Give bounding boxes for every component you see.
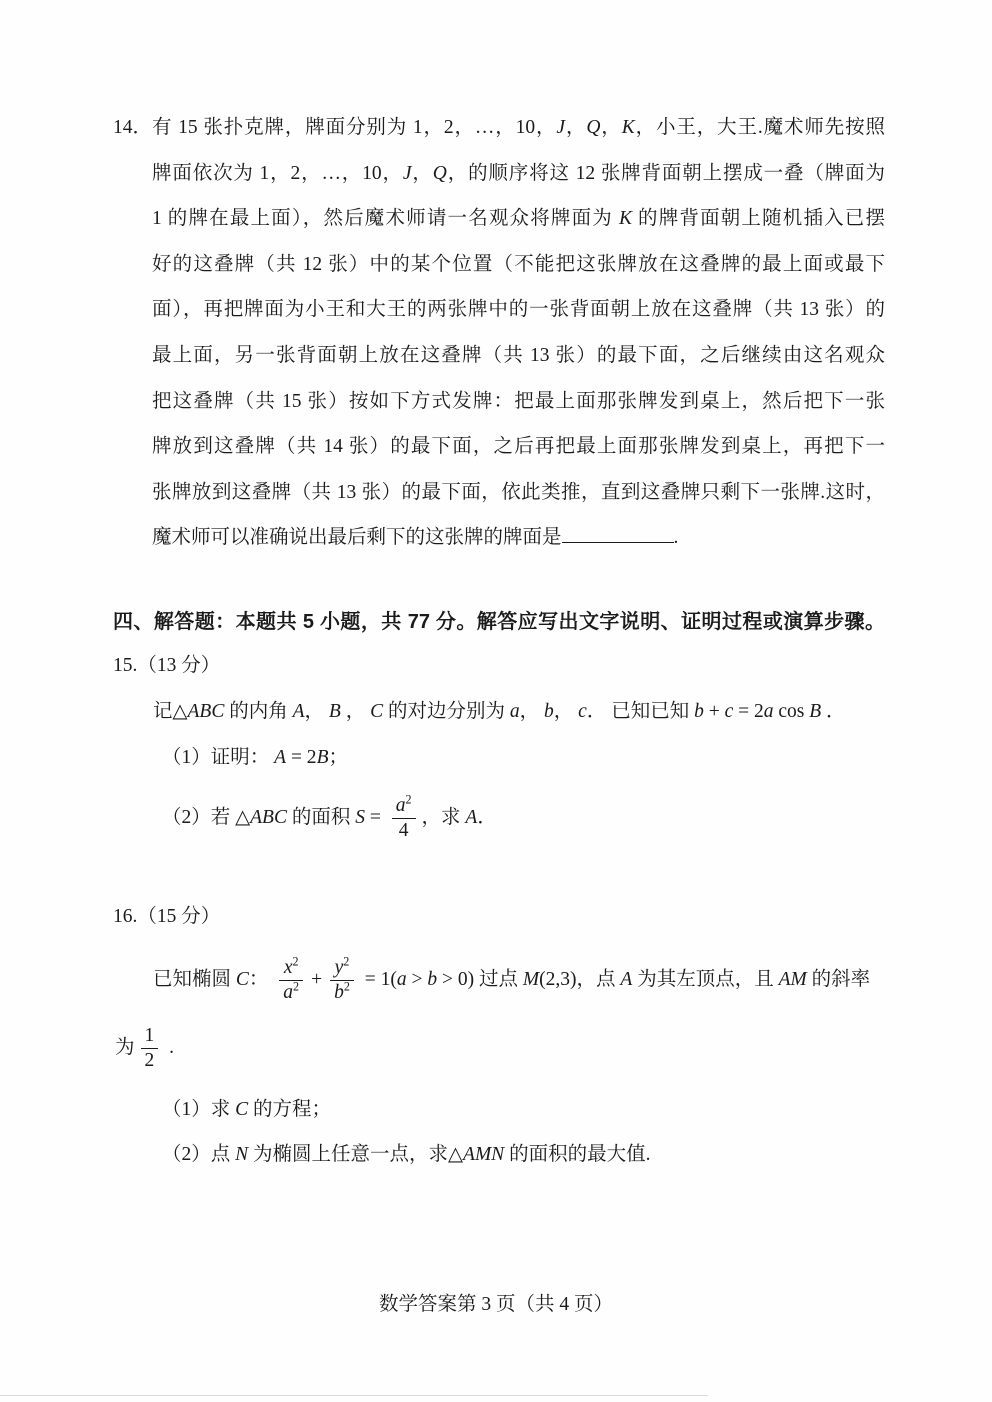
text-segment: K	[618, 208, 632, 230]
text-segment: （2）若 △	[162, 807, 251, 828]
question-16-part-1	[162, 1087, 943, 1132]
slope-suffix	[164, 1037, 174, 1058]
page-footer: 数学答案第 3 页（共 4 页）	[378, 1294, 613, 1315]
text-segment: 牌面依次为 1，2，…，10，	[152, 162, 403, 184]
fraction-denominator	[330, 981, 354, 1004]
text-segment: c	[724, 701, 734, 722]
text-segment: a	[763, 701, 774, 722]
text-segment: 的斜率	[806, 969, 871, 990]
fraction-numerator	[330, 954, 354, 981]
text-segment: >	[406, 969, 428, 990]
text-segment: A	[274, 747, 287, 768]
text-segment: 的内角	[224, 701, 293, 722]
text-segment: C	[370, 701, 384, 722]
text-segment: 最上面，另一张背面朝上放在这叠牌（共 13 张）的最下面，之后继续由这名观众	[152, 344, 885, 366]
text-segment: 牌放到这叠牌（共 14 张）的最下面，之后再把最上面那张牌发到桌上，再把下一	[152, 436, 885, 458]
math-exponent: 2	[293, 979, 300, 994]
text-segment: = 1(	[359, 969, 397, 990]
question-16-intro-suffix	[360, 969, 870, 990]
text-segment: （1）证明：	[162, 747, 275, 768]
question-15-part-2	[162, 786, 943, 850]
text-segment: ；	[328, 747, 348, 768]
fraction-denominator: 4	[398, 820, 409, 842]
question-15-part-1	[162, 735, 943, 780]
text-segment: C	[235, 969, 249, 990]
fraction-denominator	[279, 981, 303, 1004]
text-segment: =	[364, 807, 386, 828]
question-14-line	[152, 151, 885, 197]
fraction-denominator: 2	[144, 1050, 155, 1072]
text-segment: ．	[477, 807, 497, 828]
math-exponent: 2	[405, 792, 412, 807]
text-segment: +	[703, 701, 725, 722]
text-segment: J	[556, 117, 566, 138]
text-segment: 的牌背面朝上随机插入已摆	[632, 208, 885, 230]
text-segment: cos	[773, 701, 810, 722]
text-segment: 记△	[153, 701, 188, 722]
text-segment: a	[509, 701, 520, 722]
question-14-line	[152, 333, 885, 379]
question-14-line	[152, 287, 885, 333]
text-segment: 已知椭圆	[153, 969, 236, 990]
text-segment: b	[544, 701, 554, 722]
question-16-part-2	[162, 1132, 943, 1177]
fraction-numerator: 1	[141, 1025, 159, 1049]
text-segment: ABC	[187, 701, 225, 722]
text-segment: A	[620, 969, 633, 990]
math-var: a	[395, 794, 406, 816]
text-segment: ：	[248, 969, 274, 990]
text-segment: 魔术师可以准确说出最后剩下的这张牌的牌面是	[152, 527, 562, 549]
math-var: x	[283, 956, 293, 978]
text-segment: 的对边分别为	[383, 701, 510, 722]
question-14-number: 14．	[113, 117, 153, 138]
question-14-line	[152, 470, 885, 516]
question-15	[113, 643, 943, 850]
question-14	[152, 105, 885, 561]
math-var: a	[283, 982, 294, 1004]
text-segment: 好的这叠牌（共 12 张）中的某个位置（不能把这张牌放在这叠牌的最上面或最下	[152, 253, 885, 275]
text-segment: 为椭圆上任意一点，求△	[248, 1144, 464, 1165]
question-14-line	[152, 242, 885, 288]
text-segment: （1）求	[162, 1099, 236, 1120]
text-segment: (2,3)，点	[539, 969, 621, 990]
math-var: y	[334, 956, 344, 978]
text-segment: 的面积的最大值.	[504, 1144, 651, 1165]
text-segment: 1 的牌在最上面），然后魔术师请一名观众将牌面为	[152, 208, 619, 230]
text-segment: ，求	[421, 807, 466, 828]
text-segment: ．	[821, 701, 846, 722]
text-segment: ，	[565, 117, 587, 138]
text-segment: b	[427, 969, 438, 990]
text-segment: 为其左顶点，且	[632, 969, 779, 990]
question-15-heading: 15.（13 分）	[113, 655, 221, 676]
text-segment: （2）点	[162, 1144, 236, 1165]
text-segment: K	[621, 117, 635, 138]
text-segment: AMN	[463, 1144, 505, 1165]
question-14-line	[152, 379, 885, 425]
text-segment: ，	[519, 701, 545, 722]
text-segment: c	[578, 701, 587, 722]
text-segment: b	[694, 701, 704, 722]
fraction-a2-over-4	[392, 792, 416, 843]
question-16	[113, 894, 943, 1177]
text-segment: B	[316, 747, 329, 768]
text-segment: AM	[778, 969, 807, 990]
text-segment: ，	[304, 701, 329, 722]
text-segment: A	[465, 807, 478, 828]
text-segment: > 0) 过点	[437, 969, 523, 990]
question-15-part-2-prefix	[162, 807, 386, 828]
text-segment: A	[292, 701, 305, 722]
text-segment: Q	[432, 162, 447, 184]
text-segment: ，的顺序将这 12 张牌背面朝上摆成一叠（牌面为	[446, 162, 885, 184]
fraction-numerator	[392, 792, 416, 819]
text-segment: ，	[600, 117, 622, 138]
text-segment: Q	[586, 117, 601, 138]
text-segment: C	[235, 1099, 249, 1120]
fraction-one-half	[141, 1025, 159, 1073]
question-16-intro	[153, 940, 943, 1020]
question-15-intro	[153, 689, 943, 735]
plus-operator: +	[311, 969, 323, 990]
text-segment: J	[402, 162, 412, 184]
text-segment: = 2	[733, 701, 764, 722]
question-14-last-line	[152, 515, 885, 561]
math-exponent: 2	[343, 979, 350, 994]
text-segment: ． 已知已知	[586, 701, 695, 722]
text-segment: .	[164, 1037, 175, 1058]
fraction-x2-over-a2	[279, 954, 303, 1005]
text-segment: B	[809, 701, 822, 722]
text-segment: 的方程；	[248, 1099, 332, 1120]
text-segment: M	[522, 969, 540, 990]
text-segment: 把这叠牌（共 15 张）按如下方式发牌：把最上面那张牌发到桌上，然后把下一张	[152, 390, 885, 412]
scan-edge-line	[0, 1395, 708, 1396]
text-segment: ，小王，大王.魔术师先按照	[634, 117, 885, 138]
text-segment: = 2	[286, 747, 317, 768]
fraction-numerator	[279, 954, 303, 981]
question-14-line	[152, 105, 885, 151]
text-segment: 张牌放到这叠牌（共 13 张）的最下面，依此类推，直到这叠牌只剩下一张牌.这时，	[152, 481, 885, 503]
text-segment: 为	[115, 1037, 135, 1058]
text-segment: ，	[553, 701, 579, 722]
question-14-line	[152, 424, 885, 470]
question-15-part-2-suffix	[422, 807, 497, 828]
question-16-heading: 16.（15 分）	[113, 906, 221, 927]
text-segment: N	[235, 1144, 249, 1165]
text-segment: ，	[411, 162, 433, 184]
question-14-line	[152, 196, 885, 242]
math-exponent: 2	[292, 954, 299, 969]
text-segment: 有 15 张扑克牌，牌面分别为 1，2，…，10，	[152, 117, 557, 138]
math-var: b	[334, 982, 344, 1004]
question-16-intro-prefix	[153, 969, 273, 990]
text-segment: 面），再把牌面为小王和大王的两张牌中的一张背面朝上放在这叠牌（共 13 张）的	[152, 299, 885, 321]
slope-prefix	[115, 1037, 135, 1058]
question-16-slope-line	[115, 1020, 943, 1076]
fraction-y2-over-b2	[330, 954, 354, 1005]
section-4-heading: 四、解答题：本题共 5 小题，共 77 分。解答应写出文字说明、证明过程或演算步骤。	[113, 611, 885, 633]
text-segment: a	[396, 969, 407, 990]
answer-blank	[562, 539, 674, 543]
text-segment: .	[673, 527, 679, 549]
math-exponent: 2	[343, 954, 350, 969]
text-segment: 的面积	[286, 807, 356, 828]
text-segment: S	[355, 807, 365, 828]
text-segment: ，	[340, 701, 371, 722]
text-segment: B	[328, 701, 341, 722]
text-segment: ABC	[250, 807, 287, 828]
